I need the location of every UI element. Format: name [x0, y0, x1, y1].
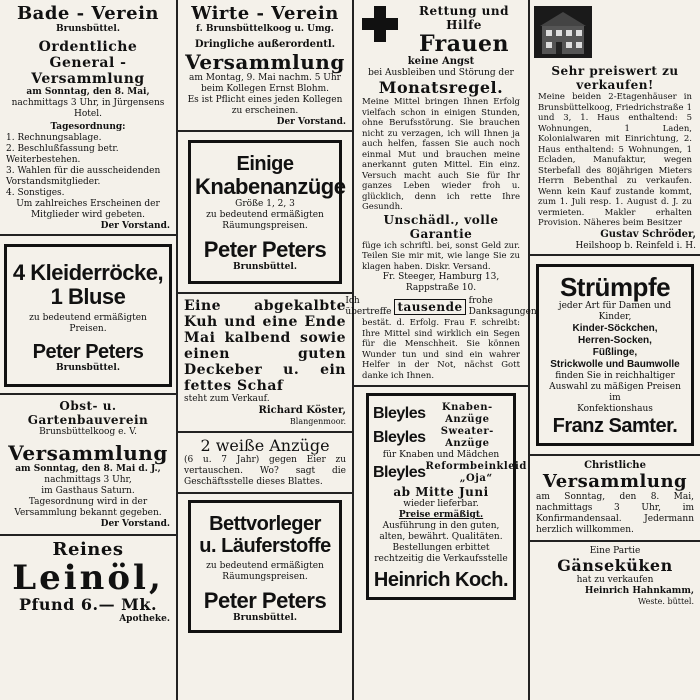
- leinoel-line1: Reines: [52, 539, 124, 560]
- bleyles-brand: Bleyles: [373, 405, 426, 422]
- leinoel-sign: Apotheke.: [119, 614, 170, 624]
- wirte-verein-ad: [178, 0, 352, 128]
- leinoel-line2: Leinöl,: [12, 558, 164, 598]
- knaben-line1: Einige: [236, 153, 294, 175]
- anzuege-text: (6 u. 7 Jahr) gegen Eier zu vertauschen. Wo? sagt die Geschäftsstelle dieses Blattes.: [184, 455, 346, 487]
- knaben-place: Brunsbüttel.: [233, 262, 297, 272]
- bade-agenda-item: 2. Beschlußfassung betr. Weiterbestehen.: [6, 144, 119, 165]
- kleider-name: Peter Peters: [32, 341, 144, 363]
- wirte-heading: Versammlung: [185, 50, 345, 74]
- obst-loc: im Gasthaus Saturn.: [41, 486, 135, 496]
- dank-big: tausende: [394, 299, 465, 315]
- bade-heading2: General - Versammlung: [31, 55, 145, 87]
- haus-name: Gustav Schröder,: [600, 228, 696, 240]
- bleyles-item: für Knaben und Mädchen: [382, 450, 500, 460]
- wirte-title: Wirte - Verein: [191, 3, 339, 24]
- kleider-line1: 4 Kleiderröcke,: [12, 260, 164, 285]
- bleyles-sign: Heinrich Koch.: [373, 569, 509, 591]
- bett-text: zu bedeutend ermäßigten Räumungspreisen.: [206, 561, 324, 582]
- mittel-text: Meine Mittel bringen Ihnen Erfolg vielfach schon in einigen Stunden, ohne Berufsstörung. Sie brauchen nicht zu verzagen, ich will Ihnen ja auch helfen, fassen Sie auch noch einmal Mut und brauchen meine anerkannt guten Mittel. Ein einz. Versuch macht auch Sie für Ihr ganzes Leben wieder froh u. glücklich, denn ich rette Ihre Gesundh.: [362, 97, 520, 212]
- monatsregel: Monatsregel.: [378, 78, 504, 97]
- column-3: [345, 0, 537, 700]
- rettung: Rettung und Hilfe: [418, 4, 510, 32]
- christ-text: am Sonntag, den 8. Mai, nachmittags 3 Uhr, im Konfirmandensaal. Jedermann herzlich willkommen.: [536, 491, 694, 535]
- str-haus: Konfektionshaus: [577, 403, 653, 414]
- kuh-ad: [178, 296, 352, 429]
- kleider-ad: [4, 244, 172, 387]
- dank-text: bestät. d. Erfolg. Frau F. schreibt: Ihre Mittel sind wirklich ein Segen für die Menschheit. Sie können Wunder tun und sind ein wahrer Helfer in der Not, nächst Gott danke ich Ihnen.: [362, 318, 520, 381]
- anzuege-title: 2 weiße Anzüge: [200, 436, 330, 455]
- gaense-title: Gänseküken: [557, 555, 673, 575]
- obst-title: Obst- u. Gartenbauverein: [27, 399, 149, 427]
- house-icon: [534, 6, 592, 58]
- kuh-text: Eine abgekalbte Kuh und eine Ende Mai kalbend sowie einen guten Deckeber u. ein fettes Schaf: [184, 298, 346, 394]
- frauen: Frauen: [418, 31, 510, 57]
- obst-time: nachmittags 3 Uhr,: [44, 475, 132, 485]
- haus-text: Meine beiden 2-Etagenhäuser in Brunsbüttelkoog, Friedrichstraße 1 und 3, 1. Haus enthaltend: 5 Wohnungen, 1 Laden, Kolonialwaren mit Einrichtung, 2. Haus enthaltend: 5 Wohnungen, 1 Ecladen, Manufaktur, wegen Sterbefall des 80jährigen Mieters Herrn Bebenthal zu verkaufen. Wenn kein Kauf zustande kommt, zum 1. Juli resp. 1. August d. J. zu vermieten. Makler erhalten Provision. Näheres beim Besitzer: [538, 92, 692, 228]
- bleyles-ad: [366, 393, 527, 600]
- garantie: Unschädl., volle Garantie: [383, 212, 499, 241]
- bleyles-brand: Bleyles: [373, 464, 426, 481]
- bei-ausbleiben: bei Ausbleiben und Störung der: [368, 68, 514, 78]
- bleyles-preise: Preise ermäßigt.: [398, 510, 484, 520]
- bade-place: Brunsbüttel.: [56, 24, 120, 34]
- kleider-text: zu bedeutend ermäßigten Preisen.: [29, 313, 147, 334]
- dank-pre: Ich übertreffe: [345, 296, 392, 317]
- frauen-ad: [345, 0, 537, 381]
- wirte-sign: Der Vorstand.: [276, 117, 346, 127]
- haus-addr: Heilshoop b. Reinfeld i. H.: [575, 240, 696, 251]
- bleyles-deliv: wieder lieferbar.: [403, 499, 479, 509]
- leinoel-ad: [0, 538, 176, 627]
- haus-ad: [530, 0, 700, 252]
- bade-agenda-label: Tagesordnung:: [50, 122, 126, 132]
- christ-pre: Christliche: [584, 459, 646, 471]
- kuh-sale: steht zum Verkauf.: [184, 394, 270, 404]
- wirte-pre: Dringliche außerordentl.: [194, 39, 336, 50]
- bleyles-mid: ab Mitte Juni: [393, 485, 489, 499]
- str-item: Herren-Socken,: [578, 334, 652, 346]
- knaben-name: Peter Peters: [203, 237, 327, 262]
- str-name: Franz Samter.: [552, 414, 678, 437]
- bleyles-row: [373, 402, 509, 426]
- bade-time: nachmittags 3 Uhr, in Jürgensens Hotel.: [11, 98, 165, 119]
- bleyles-item: Knaben-Anzüge: [441, 402, 493, 425]
- bade-agenda-item: 4. Sonstiges.: [6, 188, 65, 198]
- str-text2: finden Sie in reichhaltiger Auswahl zu mäßigen Preisen im: [549, 370, 681, 403]
- str-item: Kinder-Söckchen,: [572, 322, 658, 334]
- leinoel-price: Pfund 6.— Mk.: [18, 595, 158, 614]
- wirte-date: am Montag, 9. Mai nachm. 5 Uhr beim Kollegen Ernst Blohm.: [189, 73, 341, 94]
- gaense-text: hat zu verkaufen: [576, 574, 654, 585]
- bade-closing: Um zahlreiches Erscheinen der Mitglieder wird gebeten.: [16, 199, 160, 220]
- bade-agenda-item: 3. Wahlen für die ausscheidenden Vorstandsmitglieder.: [6, 166, 161, 187]
- preis-head: Sehr preiswert zu verkaufen!: [551, 64, 679, 92]
- gaense-ad: [530, 544, 700, 609]
- bett-line2: u. Läuferstoffe: [199, 535, 331, 557]
- steeger: Fr. Steeger, Hamburg 13,: [382, 272, 500, 282]
- knaben-text: zu bedeutend ermäßigten Räumungspreisen.: [206, 210, 324, 231]
- column-1: [0, 0, 176, 700]
- anzuege-ad: [178, 435, 352, 490]
- bleyles-text2: Bestellungen erbittet rechtzeitig die Verkaufsstelle: [374, 543, 508, 564]
- obst-verein-ad: [0, 397, 176, 532]
- dank-row: [345, 296, 537, 318]
- struempfe-ad: [536, 264, 694, 446]
- obst-sign: Der Vorstand.: [100, 519, 170, 529]
- bade-date: am Sonntag, den 8. Mai,: [26, 87, 150, 97]
- obst-date: am Sonntag, den 8. Mai d. J.,: [15, 464, 161, 474]
- knaben-size: Größe 1, 2, 3: [235, 199, 295, 209]
- obst-place: Brunsbüttelkoog e. V.: [39, 427, 137, 437]
- bleyles-item: Reformbeinkleid „Oja“: [425, 461, 527, 484]
- gaense-name: Heinrich Hahnkamm,: [584, 585, 694, 596]
- kleider-place: Brunsbüttel.: [56, 363, 120, 373]
- dank-post: frohe Danksagungen: [468, 296, 537, 317]
- gaense-pre: Eine Partie: [589, 545, 641, 556]
- bett-line1: Bettvorleger: [209, 513, 321, 535]
- bade-heading1: Ordentliche: [38, 39, 138, 55]
- bett-place: Brunsbüttel.: [233, 613, 297, 623]
- bleyles-item: Sweater-Anzüge: [440, 426, 494, 449]
- bett-name: Peter Peters: [203, 588, 327, 613]
- wirte-text: Es ist Pflicht eines jeden Kollegen zu erscheinen.: [187, 95, 343, 116]
- red-cross-icon: [362, 6, 398, 42]
- bade-agenda-item: 1. Rechnungsablage.: [6, 133, 102, 143]
- bleyles-text1: Ausführung in den guten, alten, bewährt. Qualitäten.: [379, 521, 503, 542]
- obst-heading: Versammlung: [8, 441, 168, 465]
- bade-title: Bade - Verein: [16, 3, 160, 24]
- kuh-name: Richard Köster,: [258, 405, 346, 416]
- struempfe-title: Strümpfe: [559, 271, 671, 302]
- bleyles-row: [373, 426, 509, 450]
- kleider-line2: 1 Bluse: [50, 284, 126, 309]
- bettvorleger-ad: [188, 500, 342, 633]
- knaben-ad: [188, 140, 346, 284]
- column-2: [178, 0, 352, 700]
- kuh-place: Blangenmoor.: [289, 417, 346, 426]
- christ-head: Versammlung: [542, 470, 688, 492]
- bade-sign: Der Vorstand.: [100, 221, 170, 231]
- column-4: [530, 0, 700, 700]
- garantie-text: füge ich schriftl. bei, sonst Geld zur. Teilen Sie mir mit, wie lange Sie zu klagen haben. Diskr. Versand.: [362, 240, 520, 272]
- steeger-addr: Rappstraße 10.: [405, 283, 477, 293]
- str-text1: jeder Art für Damen und Kinder,: [558, 300, 672, 322]
- christ-ad: [530, 458, 700, 538]
- bade-verein-ad: [0, 0, 176, 232]
- keine-angst: keine Angst: [407, 56, 475, 67]
- wirte-sub: f. Brunsbüttelkoog u. Umg.: [196, 24, 334, 34]
- gaense-place: Weste. büttel.: [638, 596, 694, 606]
- str-item: Füßlinge,: [592, 346, 638, 358]
- bleyles-brand: Bleyles: [373, 429, 426, 446]
- obst-text: Tagesordnung wird in der Versammlung bekannt gegeben.: [14, 497, 162, 518]
- knaben-line2: Knabenanzüge: [195, 174, 346, 199]
- str-item: Strickwolle und Baumwolle: [550, 358, 680, 370]
- bleyles-row: [373, 461, 527, 485]
